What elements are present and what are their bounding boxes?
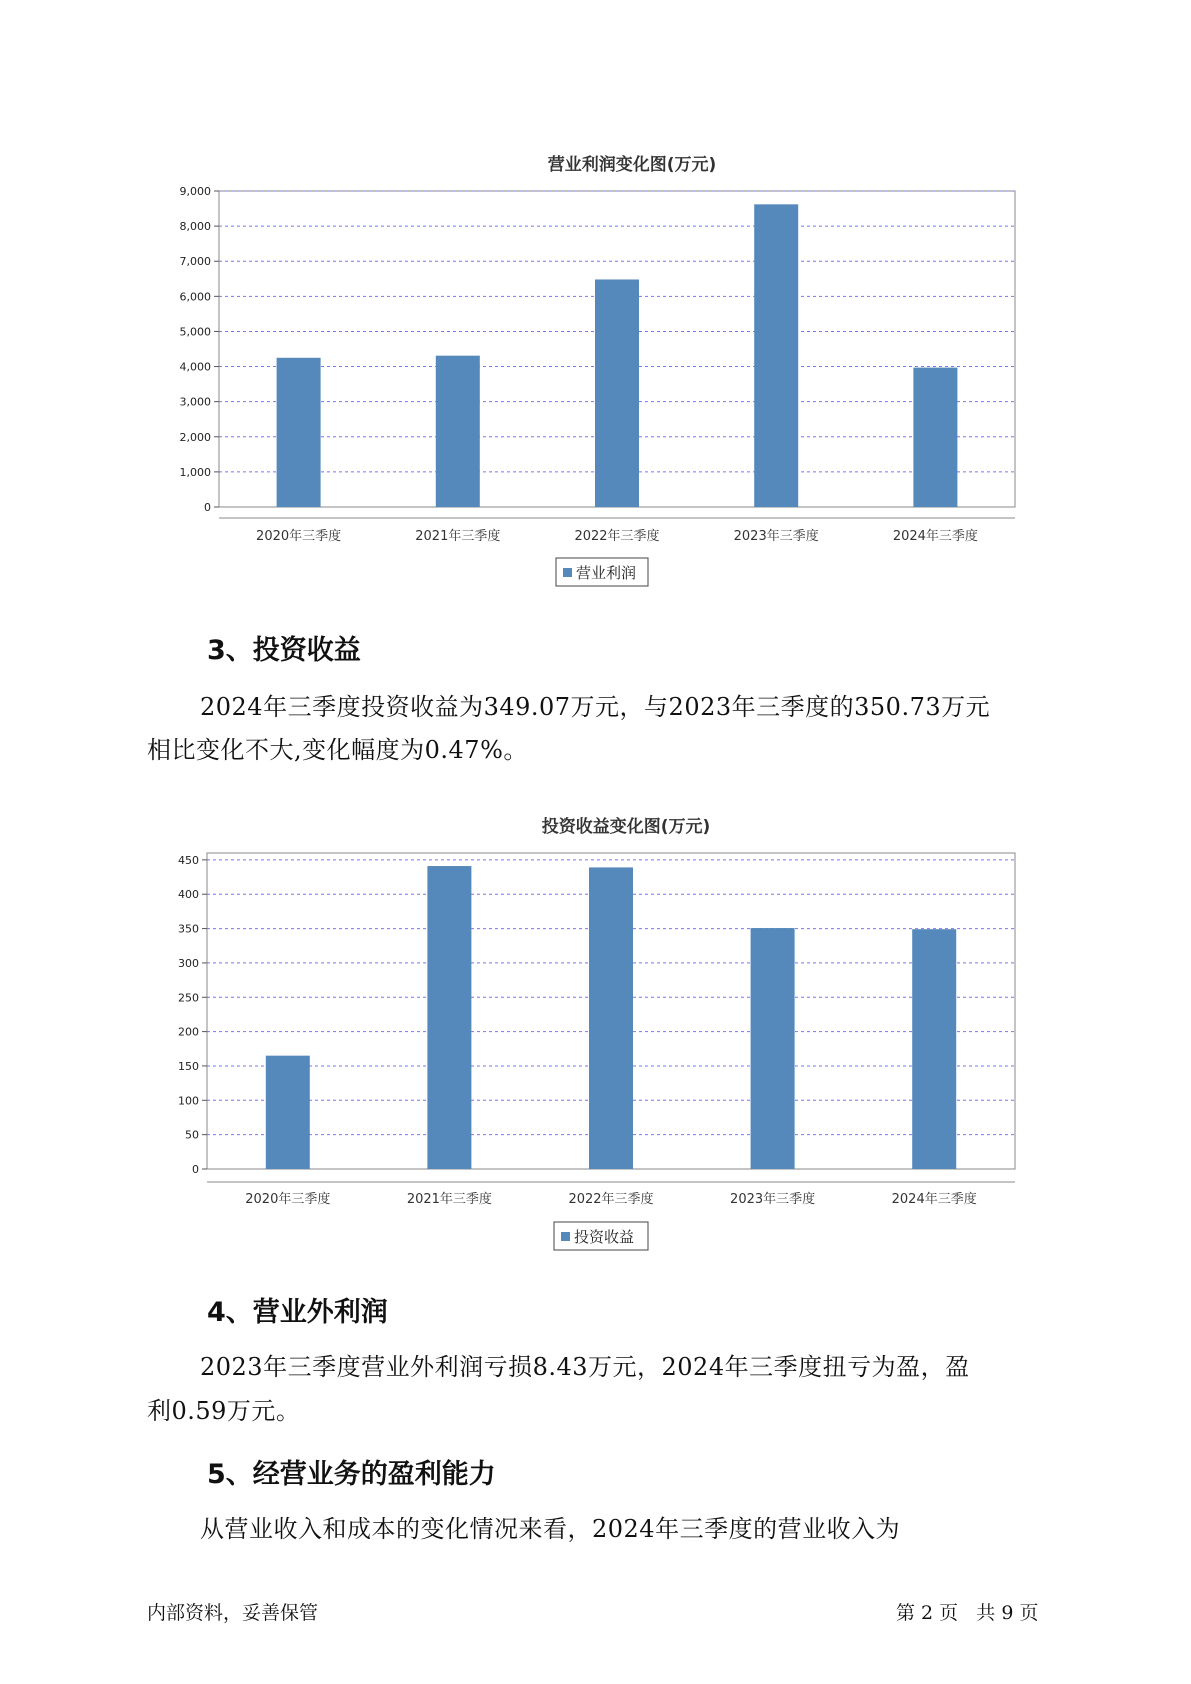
y-tick-label: 4,000	[179, 360, 211, 374]
section-5-paragraph-line-1: 从营业收入和成本的变化情况来看，2024年三季度的营业收入为	[200, 1515, 901, 1543]
chart-title: 投资收益变化图(万元)	[541, 817, 711, 837]
footer-page-number: 第 2 页 共 9 页	[896, 1602, 1039, 1624]
x-tick-label: 2022年三季度	[568, 1192, 654, 1207]
y-tick-label: 250	[178, 991, 199, 1005]
y-tick-label: 450	[178, 853, 199, 867]
y-tick-label: 3,000	[179, 395, 211, 409]
y-tick-label: 400	[178, 888, 199, 902]
legend	[554, 1222, 648, 1250]
x-tick-label: 2022年三季度	[574, 529, 660, 544]
bar	[751, 928, 795, 1169]
y-tick-label: 200	[178, 1025, 199, 1039]
x-tick-label: 2021年三季度	[406, 1192, 492, 1207]
section-4-paragraph-line-1: 2023年三季度营业外利润亏损8.43万元，2024年三季度扭亏为盈，盈	[200, 1353, 970, 1381]
section-4-heading: 4、营业外利润	[207, 1297, 388, 1328]
y-tick-label: 6,000	[179, 290, 211, 304]
y-tick-label: 300	[178, 956, 199, 970]
section-3-paragraph-line-2: 相比变化不大,变化幅度为0.47%。	[147, 736, 528, 764]
y-tick-label: 8,000	[179, 220, 211, 234]
y-tick-label: 1,000	[179, 465, 211, 479]
section-3-paragraph-line-1: 2024年三季度投资收益为349.07万元，与2023年三季度的350.73万元	[200, 693, 991, 721]
x-tick-label: 2023年三季度	[733, 529, 819, 544]
x-tick-label: 2020年三季度	[256, 529, 342, 544]
y-tick-label: 150	[178, 1059, 199, 1073]
y-tick-label: 0	[204, 501, 211, 514]
legend-swatch	[561, 1232, 570, 1241]
y-tick-label: 7,000	[179, 255, 211, 269]
y-tick-label: 50	[185, 1128, 199, 1142]
legend-label: 投资收益	[574, 1228, 635, 1246]
y-tick-label: 350	[178, 922, 199, 936]
bar	[589, 867, 633, 1169]
y-tick-label: 100	[178, 1094, 199, 1108]
section-5-heading: 5、经营业务的盈利能力	[207, 1459, 496, 1490]
x-tick-label: 2024年三季度	[891, 1192, 977, 1207]
legend-label: 营业利润	[576, 564, 637, 582]
y-tick-label: 9,000	[179, 185, 211, 198]
chart-title: 营业利润变化图(万元)	[547, 155, 717, 175]
footer-confidential-note: 内部资料，妥善保管	[147, 1602, 319, 1624]
section-3-heading: 3、投资收益	[207, 635, 361, 666]
x-tick-label: 2020年三季度	[245, 1192, 331, 1207]
bar	[912, 929, 956, 1169]
section-4-paragraph-line-2: 利0.59万元。	[147, 1397, 301, 1425]
y-tick-label: 2,000	[179, 430, 211, 444]
x-tick-label: 2024年三季度	[892, 529, 978, 544]
bar	[427, 866, 471, 1169]
x-tick-label: 2021年三季度	[415, 529, 501, 544]
y-tick-label: 0	[192, 1163, 199, 1176]
y-tick-label: 5,000	[179, 325, 211, 339]
bar	[266, 1056, 310, 1169]
x-tick-label: 2023年三季度	[730, 1192, 816, 1207]
